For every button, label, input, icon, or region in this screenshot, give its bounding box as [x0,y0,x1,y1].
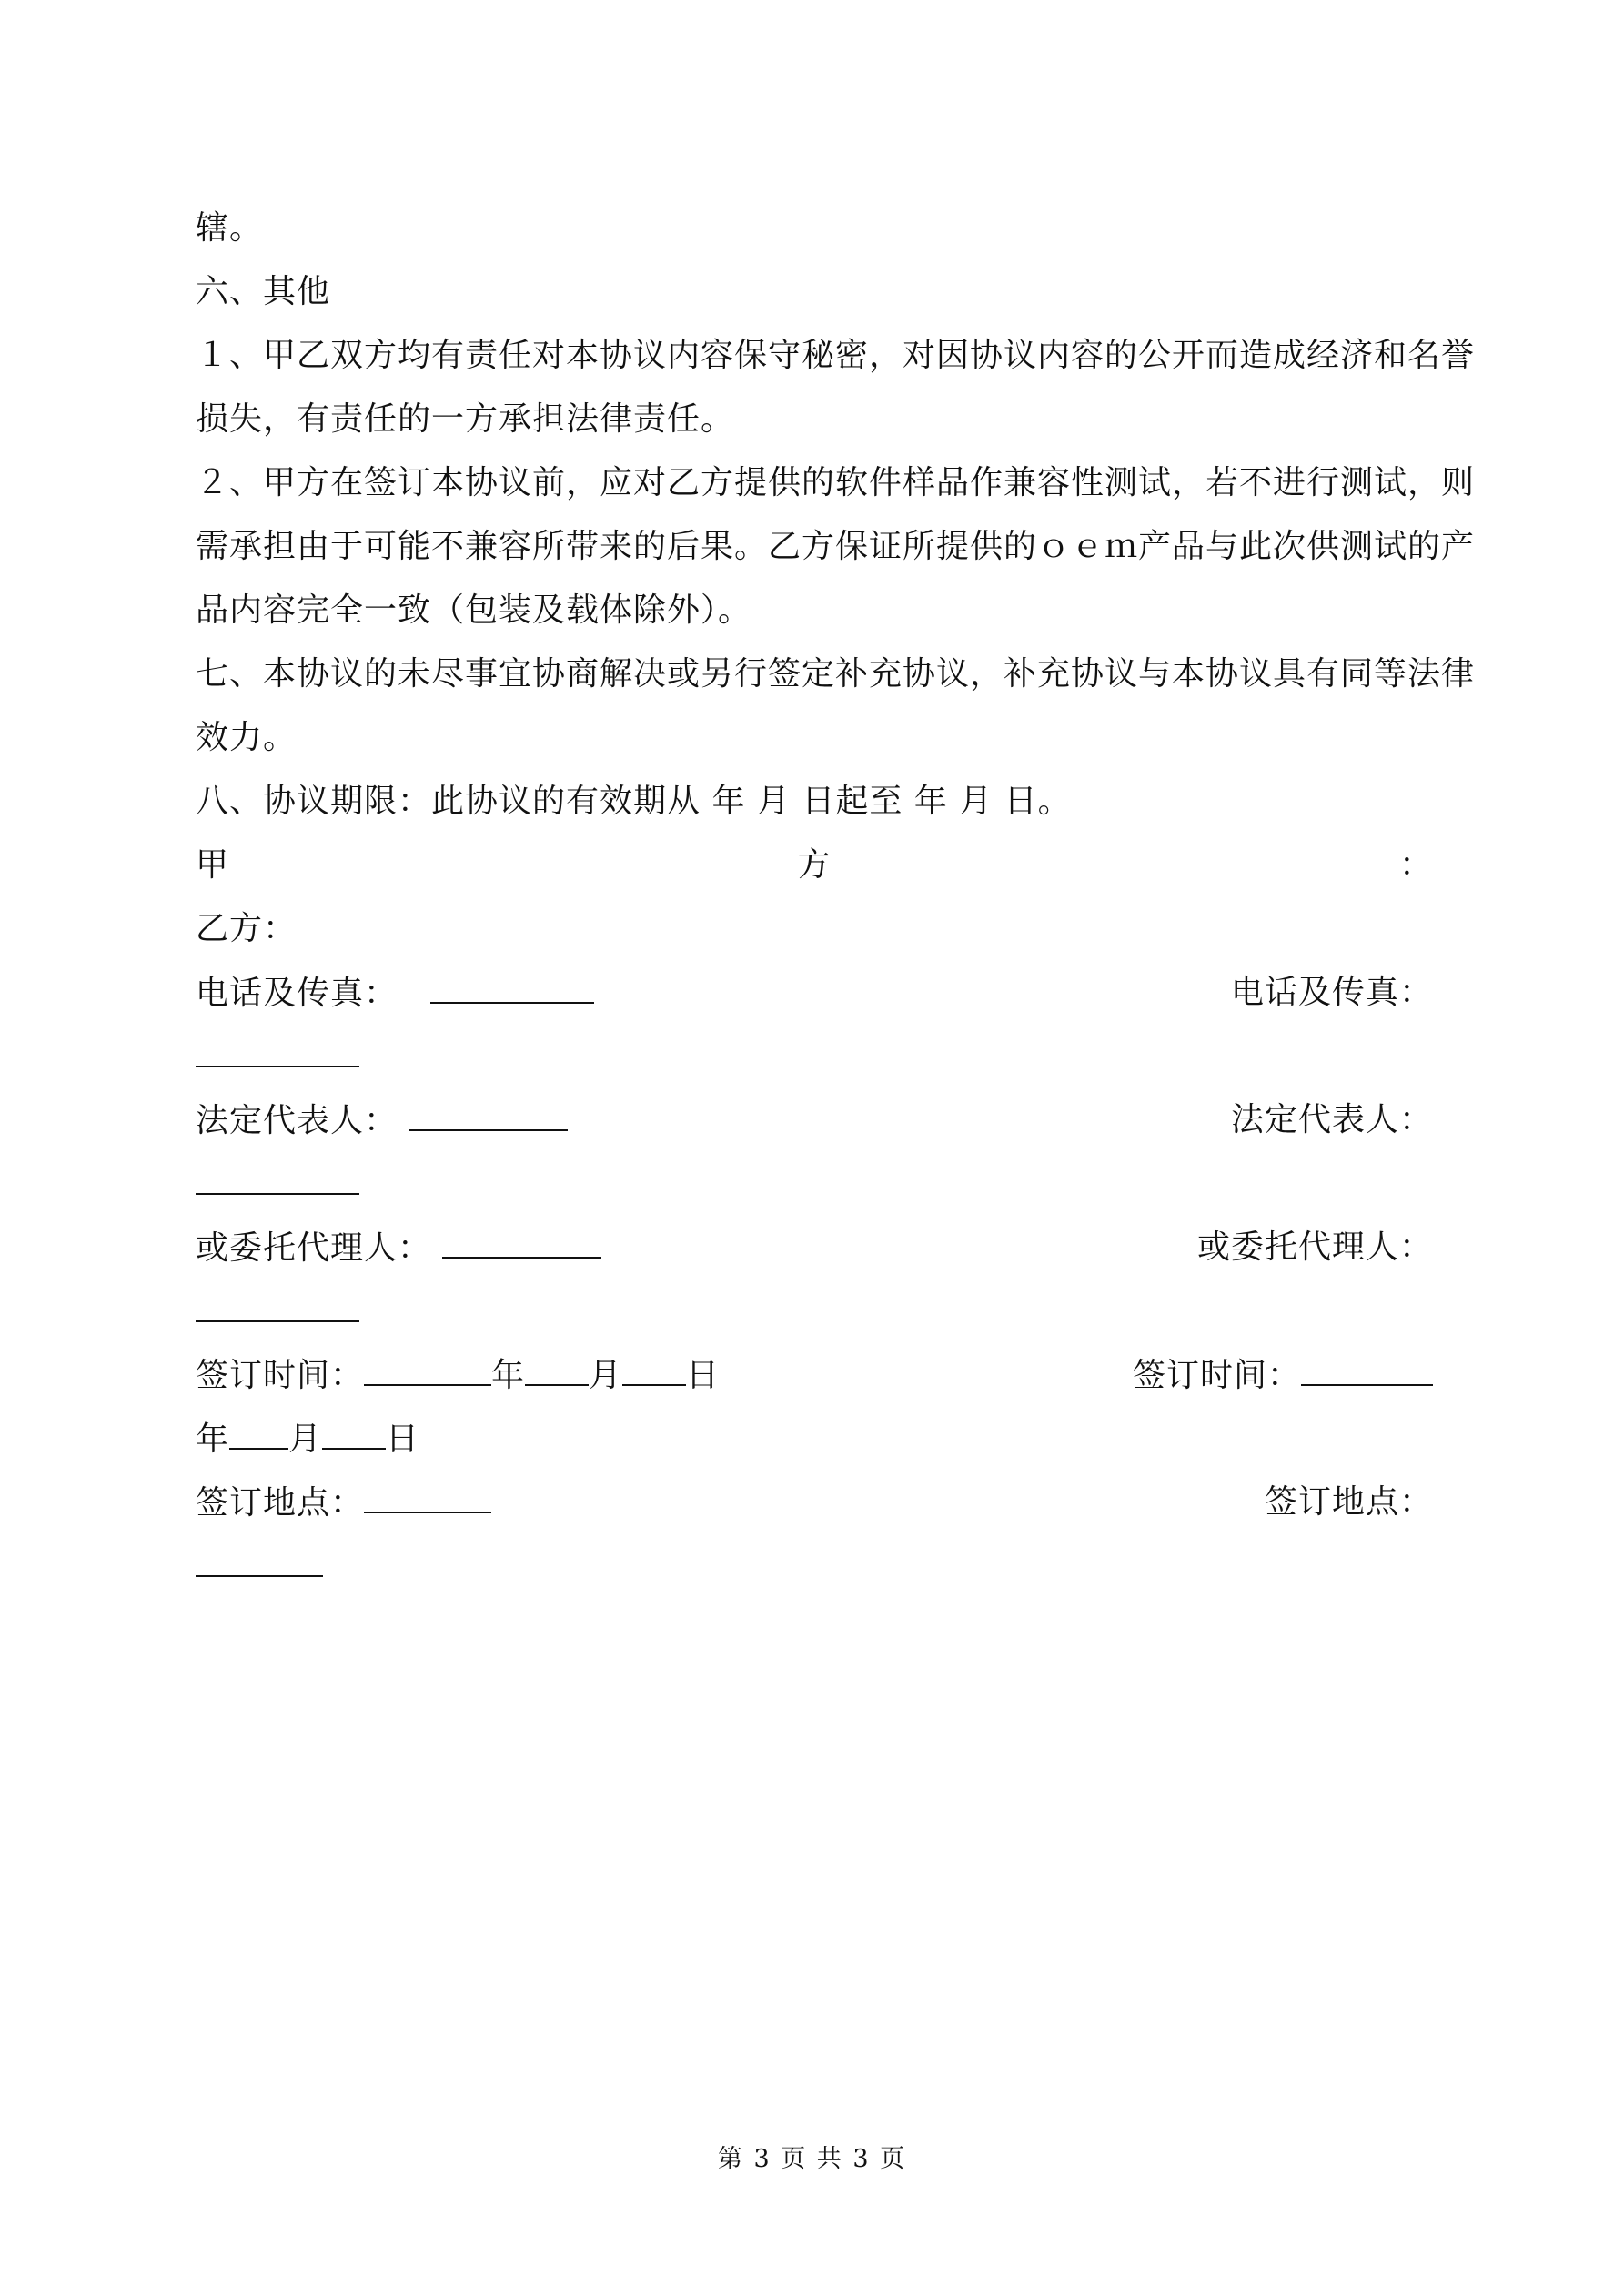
sign-time-label-right: 签订时间： [1132,1357,1301,1394]
body-line: 品内容完全一致（包装及载体除外）。 [196,592,752,629]
section-heading-term: 八、协议期限：此协议的有效期从 年 月 日起至 年 月 日。 [196,783,1072,820]
body-line: １、甲乙双方均有责任对本协议内容保守秘密，对因协议内容的公开而造成经济和名誉 [196,337,1476,374]
phone-blank-left[interactable] [430,971,594,1004]
phone-label-right: 电话及传真： [1230,974,1433,1011]
agent-left [196,1226,601,1269]
party-b-label: 乙方： [196,910,298,947]
section-heading-supplement: 七、本协议的未尽事宜协商解决或另行签定补充协议，补充协议与本协议具有同等法律 [196,655,1476,693]
agent-blank-right-row [196,1290,1433,1333]
sign-month-blank-right[interactable] [229,1417,288,1450]
party-a-char1: 甲 [196,846,230,884]
sign-time-right [1133,1353,1433,1397]
agent-label-left: 或委托代理人： [196,1229,432,1267]
month-label: 月 [589,1357,623,1394]
year-label: 年 [196,1421,230,1458]
legal-rep-label-right: 法定代表人： [1230,1101,1433,1138]
body-line: 辖。 [196,209,264,247]
body-line: 效力。 [196,719,298,756]
legal-rep-left [196,1098,568,1142]
sign-time-label-left: 签订时间： [196,1357,365,1394]
sign-time-row [196,1353,1433,1397]
sign-place-label-left: 签订地点： [196,1484,365,1522]
phone-blank-right-row [196,1035,1433,1078]
month-label: 月 [288,1421,323,1458]
legal-rep-label-left: 法定代表人： [196,1102,398,1139]
section-heading-other: 六、其他 [196,273,331,310]
phone-label-left: 电话及传真： [196,975,398,1012]
body-line: ２、甲方在签订本协议前，应对乙方提供的软件样品作兼容性测试，若不进行测试，则 [196,464,1476,501]
day-label: 日 [386,1421,420,1458]
sign-place-blank-left[interactable] [364,1481,491,1513]
party-a-colon: ： [1398,846,1433,884]
agent-blank-right[interactable] [196,1290,359,1322]
body-line: 损失，有责任的一方承担法律责任。 [196,400,735,438]
sign-place-blank-right[interactable] [196,1544,323,1577]
sign-time-right-cont [196,1417,1433,1461]
phone-left [196,971,594,1015]
party-a-char2: 方 [797,846,832,884]
page-footer: 第 3 页 共 3 页 [717,2145,907,2173]
sign-place-left [196,1481,491,1524]
agent-row [196,1226,1433,1269]
day-label: 日 [686,1357,721,1394]
legal-rep-blank-right[interactable] [196,1162,359,1195]
sign-day-blank-right[interactable] [322,1417,386,1450]
sign-time-left [196,1353,720,1397]
legal-rep-row [196,1098,1433,1142]
sign-place-blank-right-row [196,1544,1433,1588]
sign-day-blank-left[interactable] [622,1353,686,1386]
body-line: 需承担由于可能不兼容所带来的后果。乙方保证所提供的ｏｅｍ产品与此次供测试的产 [196,528,1476,565]
legal-rep-blank-right-row [196,1162,1433,1206]
sign-place-row [196,1481,1433,1524]
agent-blank-left[interactable] [442,1226,601,1259]
party-a-line [196,844,1433,887]
agent-label-right: 或委托代理人： [1196,1229,1433,1266]
sign-month-blank-left[interactable] [525,1353,589,1386]
year-label: 年 [491,1357,526,1394]
sign-place-label-right: 签订地点： [1264,1483,1433,1521]
phone-blank-right[interactable] [196,1035,359,1067]
legal-rep-blank-left[interactable] [409,1098,568,1131]
sign-year-blank-left[interactable] [364,1353,491,1386]
phone-row [196,971,1433,1015]
sign-year-blank-right[interactable] [1301,1353,1433,1386]
